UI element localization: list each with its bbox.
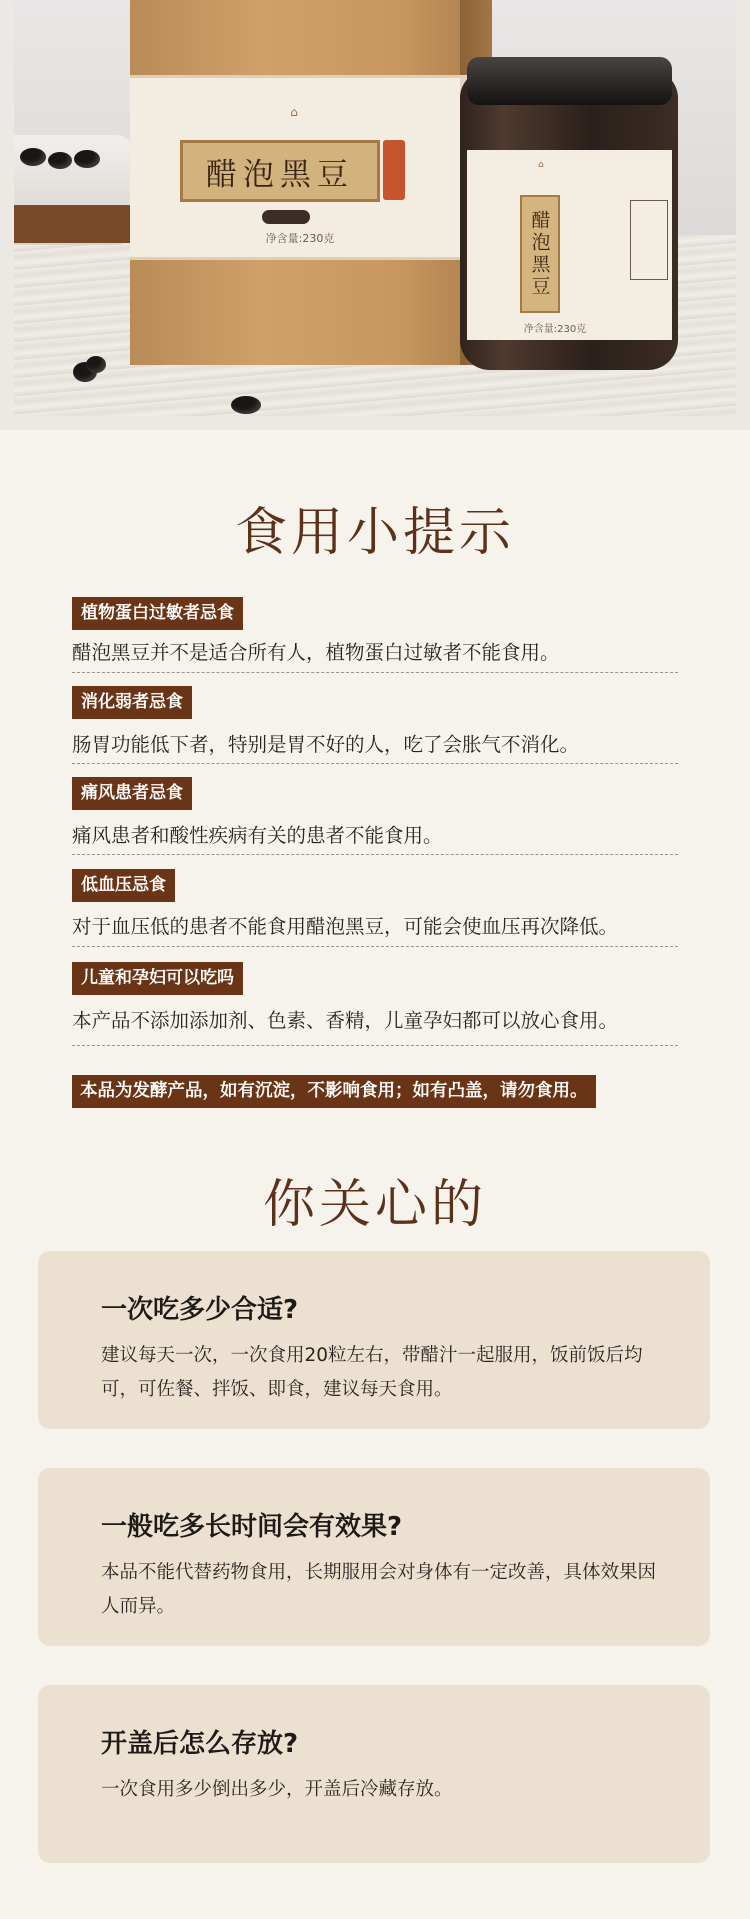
- faq-card: [38, 1468, 710, 1646]
- faq-answer: 建议每天一次，一次食用20粒左右，带醋汁一起服用，饭前饭后均可，可佐餐、拌饭、即食，建议每天食用。: [101, 1345, 643, 1400]
- faq-question: 开盖后怎么存放?: [101, 1729, 299, 1759]
- tip-text: 本产品不添加添加剂、色素、香精，儿童孕妇都可以放心食用。: [72, 1009, 619, 1032]
- tip-tag: 低血压忌食: [72, 869, 175, 902]
- tip-text: 肠胃功能低下者，特别是胃不好的人，吃了会胀气不消化。: [72, 733, 580, 756]
- tip-divider: [72, 854, 678, 855]
- brand-logo-icon: ⌂: [290, 105, 298, 119]
- tip-divider: [72, 946, 678, 947]
- tip-divider: [72, 1045, 678, 1046]
- faq-question: 一般吃多长时间会有效果?: [101, 1512, 403, 1542]
- hero-product-photo: [0, 0, 750, 430]
- tip-tag: 植物蛋白过敏者忌食: [72, 597, 243, 630]
- jar-net-weight: 净含量:230克: [523, 324, 587, 335]
- tips-heading: 食用小提示: [234, 503, 515, 563]
- tip-tag: 儿童和孕妇可以吃吗: [72, 962, 243, 995]
- faq-answer: 一次食用多少倒出多少，开盖后冷藏存放。: [101, 1779, 453, 1800]
- jar-product-name: 醋泡黑豆: [528, 210, 551, 298]
- faq-card: [38, 1251, 710, 1429]
- box-product-name: 醋泡黑豆: [206, 156, 354, 193]
- tip-divider: [72, 763, 678, 764]
- photo-frame: [0, 0, 750, 430]
- fermentation-note: 本品为发酵产品，如有沉淀，不影响食用；如有凸盖，请勿食用。: [72, 1075, 596, 1108]
- box-net-weight: 净含量:230克: [265, 232, 335, 245]
- faq-card: [38, 1685, 710, 1863]
- tip-tag: 消化弱者忌食: [72, 686, 192, 719]
- tip-tag: 痛风患者忌食: [72, 777, 192, 810]
- jar-brand-logo-icon: ⌂: [538, 160, 544, 170]
- faq-heading: 你关心的: [262, 1175, 487, 1235]
- tip-text: 醋泡黑豆并不是适合所有人，植物蛋白过敏者不能食用。: [72, 641, 560, 664]
- tip-text: 对于血压低的患者不能食用醋泡黑豆，可能会使血压再次降低。: [72, 915, 619, 938]
- tip-text: 痛风患者和酸性疾病有关的患者不能食用。: [72, 824, 443, 847]
- faq-answer: 本品不能代替药物食用，长期服用会对身体有一定改善，具体效果因人而异。: [101, 1562, 657, 1617]
- tip-divider: [72, 672, 678, 673]
- faq-question: 一次吃多少合适?: [101, 1295, 299, 1325]
